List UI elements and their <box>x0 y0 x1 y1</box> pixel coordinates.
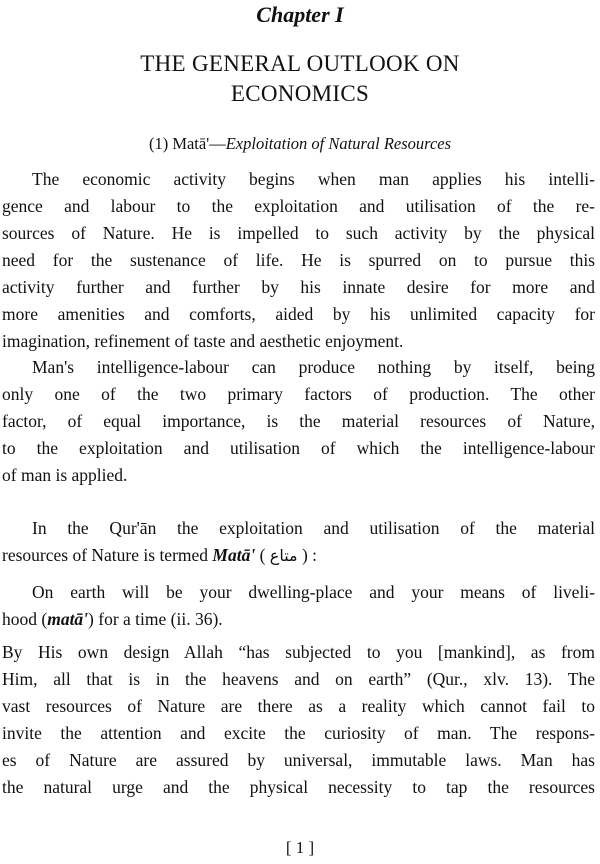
text-line: The economic activity begins when man applies his intelli- <box>32 169 595 189</box>
text-line: factor, of equal importance, is the material resources of Nature, <box>2 411 595 431</box>
text-line <box>2 542 595 569</box>
text-line: invite the attention and excite the curiosity of man. The respons- <box>2 723 595 743</box>
text-fragment: ) : <box>297 545 318 565</box>
text-line: of man is applied. <box>2 465 128 485</box>
text-line <box>2 606 595 633</box>
chapter-label: Chapter I <box>256 2 344 27</box>
text-fragment: ( <box>255 545 270 565</box>
paragraph-1 <box>2 166 595 355</box>
text-line: the natural urge and the physical necessity to tap the resources <box>2 777 595 797</box>
arabic-term: متاع <box>269 546 298 565</box>
term-mata: Matā' <box>212 545 256 565</box>
text-fragment: resources of Nature is termed <box>2 545 213 565</box>
text-line: In the Qur'ān the exploitation and utilisation of the material <box>32 518 595 538</box>
chapter-title-line: THE GENERAL OUTLOOK ON <box>140 51 460 76</box>
text-line: imagination, refinement of taste and aesthetic enjoyment. <box>2 331 404 351</box>
term-mata: matā' <box>47 609 89 629</box>
text-line: more amenities and comforts, aided by his unlimited capacity for <box>2 304 595 324</box>
page-number: [ 1 ] <box>285 838 315 857</box>
text-line: activity further and further by his innate desire for more and <box>2 277 595 297</box>
text-line: es of Nature are assured by universal, immutable laws. Man has <box>2 750 595 770</box>
section-title: Exploitation of Natural Resources <box>225 134 452 153</box>
text-line: need for the sustenance of life. He is spurred on to pursue this <box>2 250 595 270</box>
chapter-title-line: ECONOMICS <box>230 81 370 106</box>
text-fragment: ) for a time (ii. 36). <box>88 609 223 629</box>
text-line: gence and labour to the exploitation and utilisation of the re- <box>2 196 595 216</box>
section-number: (1) Matā'— <box>148 134 226 153</box>
text-line: By His own design Allah “has subjected to you [mankind], as from <box>2 642 595 662</box>
quotation <box>2 579 595 633</box>
text-line: to the exploitation and utilisation of which the intelligence-labour <box>2 438 595 458</box>
chapter-title <box>0 49 600 109</box>
text-line: sources of Nature. He is impelled to such activity by the physical <box>2 223 595 243</box>
section-heading <box>0 134 600 154</box>
text-line: Him, all that is in the heavens and on earth” (Qur., xlv. 13). The <box>2 669 595 689</box>
paragraph-4 <box>2 639 595 801</box>
paragraph-2 <box>2 354 595 489</box>
text-fragment: hood ( <box>2 609 48 629</box>
paragraph-3 <box>2 515 595 569</box>
text-line: only one of the two primary factors of production. The other <box>2 384 595 404</box>
text-line: On earth will be your dwelling-place and your means of liveli- <box>32 582 595 602</box>
text-line: vast resources of Nature are there as a reality which cannot fail to <box>2 696 595 716</box>
text-line: Man's intelligence-labour can produce nothing by itself, being <box>32 357 595 377</box>
